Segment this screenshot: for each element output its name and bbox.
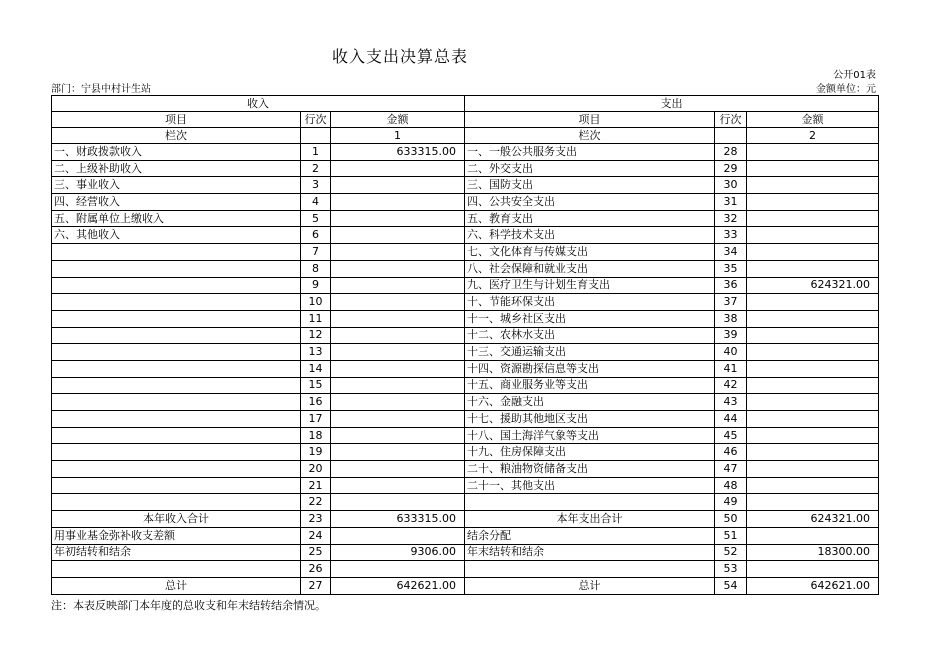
column-number-row (52, 128, 879, 144)
expense-line-cell: 35 (715, 260, 747, 277)
income-line-cell: 23 (301, 511, 331, 528)
income-item-cell (52, 277, 301, 294)
expense-line-cell: 44 (715, 411, 747, 428)
table-row (52, 260, 879, 277)
expense-line-cell: 49 (715, 494, 747, 511)
income-line-cell: 17 (301, 411, 331, 428)
expense-line-cell: 52 (715, 544, 747, 561)
income-item-header: 项目 (52, 112, 301, 128)
expense-item-cell: 十五、商业服务业等支出 (465, 377, 715, 394)
income-item-cell: 总计 (52, 577, 301, 594)
expense-amount-cell (747, 294, 879, 311)
expense-amount-cell (747, 177, 879, 194)
expense-item-cell: 四、公共安全支出 (465, 194, 715, 211)
expense-line-cell: 50 (715, 511, 747, 528)
expense-amount-cell (747, 210, 879, 227)
income-line-cell: 20 (301, 461, 331, 478)
expense-column-number: 2 (747, 128, 879, 144)
expense-amount-cell (747, 427, 879, 444)
income-amount-cell (331, 527, 465, 544)
income-amount-cell: 642621.00 (331, 577, 465, 594)
income-amount-cell (331, 360, 465, 377)
table-row (52, 477, 879, 494)
income-item-cell (52, 360, 301, 377)
page-title: 收入支出决算总表 (331, 47, 468, 66)
expense-line-cell: 36 (715, 277, 747, 294)
expense-amount-cell (747, 461, 879, 478)
income-item-cell (52, 394, 301, 411)
income-amount-cell (331, 260, 465, 277)
income-line-cell: 19 (301, 444, 331, 461)
income-item-cell (52, 411, 301, 428)
amount-unit-label: 金额单位：元 (816, 84, 876, 95)
table-row (52, 511, 879, 528)
income-expense-table (51, 95, 879, 595)
income-amount-cell (331, 477, 465, 494)
expense-amount-cell: 624321.00 (747, 511, 879, 528)
expense-line-cell: 54 (715, 577, 747, 594)
income-amount-cell (331, 194, 465, 211)
expense-amount-cell (747, 477, 879, 494)
income-item-cell (52, 461, 301, 478)
expense-item-cell: 一、一般公共服务支出 (465, 144, 715, 161)
expense-line-cell: 28 (715, 144, 747, 161)
table-row (52, 277, 879, 294)
expense-item-cell: 十一、城乡社区支出 (465, 310, 715, 327)
income-amount-cell (331, 227, 465, 244)
expense-item-cell: 二、外交支出 (465, 160, 715, 177)
table-row (52, 160, 879, 177)
expense-line-cell: 42 (715, 377, 747, 394)
table-row (52, 194, 879, 211)
table-row (52, 544, 879, 561)
expense-item-cell: 二十、粮油物资储备支出 (465, 461, 715, 478)
table-row (52, 394, 879, 411)
income-item-cell: 一、财政拨款收入 (52, 144, 301, 161)
expense-line-cell: 29 (715, 160, 747, 177)
expense-amount-cell (747, 194, 879, 211)
table-row (52, 294, 879, 311)
table-row (52, 444, 879, 461)
expense-amount-cell (747, 327, 879, 344)
expense-amount-cell (747, 344, 879, 361)
income-line-cell: 9 (301, 277, 331, 294)
expense-line-header: 行次 (715, 112, 747, 128)
expense-line-cell: 48 (715, 477, 747, 494)
expense-amount-cell: 642621.00 (747, 577, 879, 594)
expense-line-cell: 47 (715, 461, 747, 478)
income-item-cell: 六、其他收入 (52, 227, 301, 244)
table-row (52, 411, 879, 428)
expense-item-cell: 七、文化体育与传媒支出 (465, 244, 715, 261)
expense-item-cell: 十、节能环保支出 (465, 294, 715, 311)
form-code: 公开01表 (833, 70, 876, 81)
expense-amount-cell (747, 394, 879, 411)
expense-item-cell: 十二、农林水支出 (465, 327, 715, 344)
income-amount-cell (331, 444, 465, 461)
expense-item-cell: 六、科学技术支出 (465, 227, 715, 244)
expense-item-cell: 九、医疗卫生与计划生育支出 (465, 277, 715, 294)
expense-item-header: 项目 (465, 112, 715, 128)
expense-item-cell: 本年支出合计 (465, 511, 715, 528)
expense-line-cell: 46 (715, 444, 747, 461)
income-amount-header: 金额 (331, 112, 465, 128)
income-amount-cell (331, 294, 465, 311)
expense-item-cell: 结余分配 (465, 527, 715, 544)
income-line-cell: 3 (301, 177, 331, 194)
income-item-cell (52, 561, 301, 578)
expense-amount-cell (747, 377, 879, 394)
table-row (52, 344, 879, 361)
table-row (52, 427, 879, 444)
expense-amount-cell (747, 444, 879, 461)
income-item-cell (52, 494, 301, 511)
income-item-cell (52, 244, 301, 261)
expense-item-cell: 十七、援助其他地区支出 (465, 411, 715, 428)
table-row (52, 561, 879, 578)
income-item-cell (52, 294, 301, 311)
expense-item-cell: 五、教育支出 (465, 210, 715, 227)
expense-section-header: 支出 (465, 96, 879, 112)
income-item-cell (52, 327, 301, 344)
table-row (52, 461, 879, 478)
expense-line-cell: 34 (715, 244, 747, 261)
income-line-cell: 10 (301, 294, 331, 311)
table-row (52, 577, 879, 594)
expense-column-blank (715, 128, 747, 144)
table-row (52, 244, 879, 261)
table-row (52, 377, 879, 394)
income-line-cell: 15 (301, 377, 331, 394)
expense-column-label: 栏次 (465, 128, 715, 144)
income-amount-cell (331, 310, 465, 327)
table-row (52, 527, 879, 544)
expense-amount-cell (747, 227, 879, 244)
income-line-cell: 12 (301, 327, 331, 344)
expense-item-cell (465, 494, 715, 511)
income-amount-cell (331, 494, 465, 511)
income-line-cell: 14 (301, 360, 331, 377)
income-amount-cell (331, 561, 465, 578)
income-column-label: 栏次 (52, 128, 301, 144)
income-item-cell: 四、经营收入 (52, 194, 301, 211)
column-header-row (52, 112, 879, 128)
expense-line-cell: 53 (715, 561, 747, 578)
income-item-cell (52, 344, 301, 361)
expense-amount-cell (747, 411, 879, 428)
expense-amount-cell: 18300.00 (747, 544, 879, 561)
income-line-header: 行次 (301, 112, 331, 128)
income-line-cell: 22 (301, 494, 331, 511)
table-row (52, 227, 879, 244)
expense-item-cell: 二十一、其他支出 (465, 477, 715, 494)
expense-line-cell: 39 (715, 327, 747, 344)
section-header-row (52, 96, 879, 112)
expense-line-cell: 31 (715, 194, 747, 211)
expense-line-cell: 32 (715, 210, 747, 227)
income-amount-cell (331, 327, 465, 344)
income-line-cell: 25 (301, 544, 331, 561)
expense-item-cell (465, 561, 715, 578)
expense-item-cell: 十八、国土海洋气象等支出 (465, 427, 715, 444)
income-item-cell (52, 477, 301, 494)
income-line-cell: 2 (301, 160, 331, 177)
income-section-header: 收入 (52, 96, 465, 112)
income-amount-cell (331, 210, 465, 227)
expense-item-cell: 三、国防支出 (465, 177, 715, 194)
income-line-cell: 7 (301, 244, 331, 261)
income-amount-cell: 633315.00 (331, 511, 465, 528)
expense-item-cell: 十九、住房保障支出 (465, 444, 715, 461)
table-row (52, 360, 879, 377)
expense-line-cell: 41 (715, 360, 747, 377)
income-line-cell: 16 (301, 394, 331, 411)
table-row (52, 327, 879, 344)
income-line-cell: 4 (301, 194, 331, 211)
expense-amount-cell (747, 360, 879, 377)
income-amount-cell (331, 377, 465, 394)
table-row (52, 494, 879, 511)
expense-item-cell: 十四、资源勘探信息等支出 (465, 360, 715, 377)
expense-amount-cell (747, 494, 879, 511)
expense-amount-cell (747, 310, 879, 327)
income-item-cell: 用事业基金弥补收支差额 (52, 527, 301, 544)
expense-item-cell: 八、社会保障和就业支出 (465, 260, 715, 277)
expense-item-cell: 总计 (465, 577, 715, 594)
department-label: 部门：宁县中村计生站 (51, 84, 151, 95)
table-row (52, 144, 879, 161)
income-item-cell (52, 260, 301, 277)
income-line-cell: 27 (301, 577, 331, 594)
income-item-cell: 二、上级补助收入 (52, 160, 301, 177)
expense-amount-cell (747, 561, 879, 578)
income-item-cell (52, 310, 301, 327)
income-line-cell: 26 (301, 561, 331, 578)
expense-amount-cell (747, 260, 879, 277)
expense-item-cell: 十六、金融支出 (465, 394, 715, 411)
income-amount-cell (331, 427, 465, 444)
income-line-cell: 5 (301, 210, 331, 227)
table-row (52, 210, 879, 227)
expense-amount-cell (747, 244, 879, 261)
income-item-cell: 年初结转和结余 (52, 544, 301, 561)
income-amount-cell (331, 394, 465, 411)
expense-line-cell: 37 (715, 294, 747, 311)
income-item-cell: 本年收入合计 (52, 511, 301, 528)
income-line-cell: 8 (301, 260, 331, 277)
expense-line-cell: 45 (715, 427, 747, 444)
table-row (52, 310, 879, 327)
income-amount-cell (331, 177, 465, 194)
income-item-cell: 三、事业收入 (52, 177, 301, 194)
income-line-cell: 18 (301, 427, 331, 444)
table-note: 注：本表反映部门本年度的总收支和年末结转结余情况。 (51, 599, 326, 612)
income-item-cell (52, 377, 301, 394)
income-item-cell: 五、附属单位上缴收入 (52, 210, 301, 227)
expense-amount-cell (747, 527, 879, 544)
income-amount-cell (331, 461, 465, 478)
table-row (52, 177, 879, 194)
income-line-cell: 21 (301, 477, 331, 494)
expense-line-cell: 43 (715, 394, 747, 411)
income-line-cell: 11 (301, 310, 331, 327)
income-line-cell: 1 (301, 144, 331, 161)
income-amount-cell: 633315.00 (331, 144, 465, 161)
income-line-cell: 6 (301, 227, 331, 244)
expense-item-cell: 十三、交通运输支出 (465, 344, 715, 361)
expense-line-cell: 33 (715, 227, 747, 244)
expense-amount-cell (747, 160, 879, 177)
expense-line-cell: 30 (715, 177, 747, 194)
income-column-number: 1 (331, 128, 465, 144)
income-amount-cell (331, 244, 465, 261)
expense-line-cell: 40 (715, 344, 747, 361)
expense-amount-cell (747, 144, 879, 161)
income-item-cell (52, 427, 301, 444)
income-amount-cell (331, 344, 465, 361)
expense-amount-header: 金额 (747, 112, 879, 128)
expense-amount-cell: 624321.00 (747, 277, 879, 294)
income-column-blank (301, 128, 331, 144)
income-item-cell (52, 444, 301, 461)
expense-item-cell: 年末结转和结余 (465, 544, 715, 561)
income-amount-cell (331, 160, 465, 177)
expense-line-cell: 38 (715, 310, 747, 327)
income-amount-cell (331, 277, 465, 294)
income-line-cell: 24 (301, 527, 331, 544)
income-line-cell: 13 (301, 344, 331, 361)
income-amount-cell (331, 411, 465, 428)
expense-line-cell: 51 (715, 527, 747, 544)
income-amount-cell: 9306.00 (331, 544, 465, 561)
